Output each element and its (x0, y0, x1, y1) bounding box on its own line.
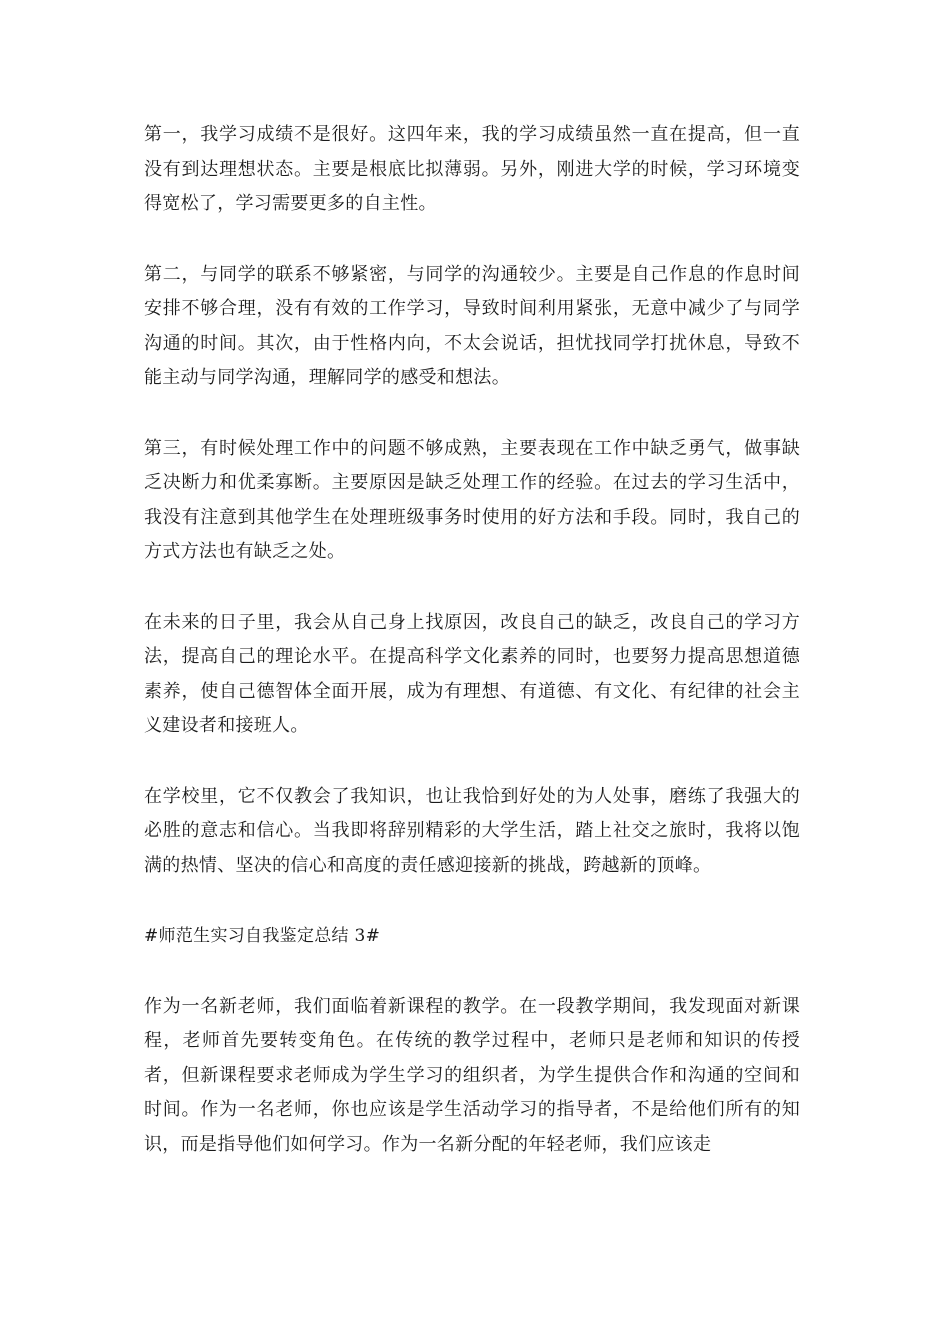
paragraph-2: 第二，与同学的联系不够紧密，与同学的沟通较少。主要是自己作息的作息时间安排不够合理，没有有效的工作学习，导致时间利用紧张，无意中减少了与同学沟通的时间。其次，由于性格内向，不太会说话，担忧找同学打扰休息，导致不能主动与同学沟通，理解同学的感受和想法。 (144, 263, 800, 388)
paragraph-1: 第一，我学习成绩不是很好。这四年来，我的学习成绩虽然一直在提高，但一直没有到达理想状态。主要是根底比拟薄弱。另外，刚进大学的时候，学习环境变得宽松了，学习需要更多的自主性。 (144, 124, 800, 214)
paragraph-6: 作为一名新老师，我们面临着新课程的教学。在一段教学期间，我发现面对新课程，老师首先要转变角色。在传统的教学过程中，老师只是老师和知识的传授者，但新课程要求老师成为学生学习的组织者，为学生提供合作和沟通的空间和时间。作为一名老师，你也应该是学生活动学习的指导者，不是给他们所有的知识，而是指导他们如何学习。作为一名新分配的年轻老师，我们应该走 (144, 995, 800, 1155)
document-body (144, 118, 800, 1198)
paragraph-3: 第三，有时候处理工作中的问题不够成熟，主要表现在工作中缺乏勇气，做事缺乏决断力和优柔寡断。主要原因是缺乏处理工作的经验。在过去的学习生活中，我没有注意到其他学生在处理班级事务时使用的好方法和手段。同时，我自己的方式方法也有缺乏之处。 (144, 437, 800, 562)
paragraph-4: 在未来的日子里，我会从自己身上找原因，改良自己的缺乏，改良自己的学习方法，提高自己的理论水平。在提高科学文化素养的同时，也要努力提高思想道德素养，使自己德智体全面开展，成为有理想、有道德、有文化、有纪律的社会主义建设者和接班人。 (144, 611, 800, 736)
section-heading: #师范生实习自我鉴定总结 3# (144, 926, 381, 946)
paragraph-5: 在学校里，它不仅教会了我知识，也让我恰到好处的为人处事，磨练了我强大的必胜的意志和信心。当我即将辞别精彩的大学生活，踏上社交之旅时，我将以饱满的热情、坚决的信心和高度的责任感迎接新的挑战，跨越新的顶峰。 (144, 785, 800, 876)
